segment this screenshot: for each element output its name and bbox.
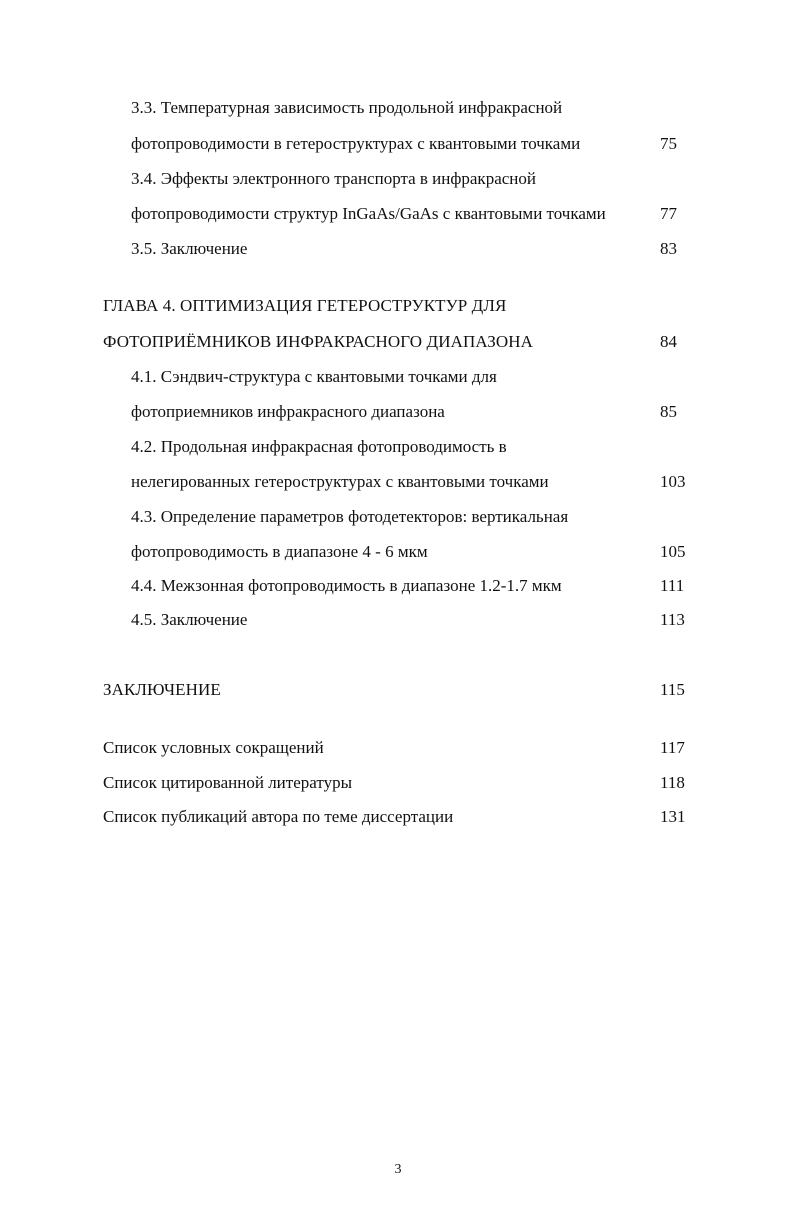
toc-4-2-title-line1: 4.2. Продольная инфракрасная фотопроводимость в: [131, 437, 507, 456]
toc-4-3-page: 105: [660, 542, 686, 561]
toc-3-5-page: 83: [660, 239, 677, 258]
toc-3-3-title-line1: 3.3. Температурная зависимость продольной инфракрасной: [131, 98, 563, 117]
toc-conclusion-title: ЗАКЛЮЧЕНИЕ: [103, 680, 221, 699]
toc-abbreviations-page: 117: [660, 738, 685, 757]
toc-4-1-page: 85: [660, 402, 677, 421]
toc-4-5-page: 113: [660, 610, 685, 629]
toc-3-3-title-line2: фотопроводимости в гетероструктурах с квантовыми точками: [131, 134, 581, 153]
toc-conclusion-page: 115: [660, 680, 685, 699]
toc-4-4-page: 111: [660, 576, 685, 595]
toc-chapter-4-title-line1: ГЛАВА 4. ОПТИМИЗАЦИЯ ГЕТЕРОСТРУКТУР ДЛЯ: [103, 296, 507, 315]
toc-publications-title: Список публикаций автора по теме диссертации: [103, 807, 454, 826]
toc-references-title: Список цитированной литературы: [103, 773, 352, 792]
toc-3-4-title-line1: 3.4. Эффекты электронного транспорта в инфракрасной: [131, 169, 536, 188]
toc-4-1-title-line2: фотоприемников инфракрасного диапазона: [131, 402, 445, 421]
toc-4-1-title-line1: 4.1. Сэндвич-структура с квантовыми точками для: [131, 367, 497, 386]
toc-3-4-page: 77: [660, 204, 677, 223]
toc-chapter-4-page: 84: [660, 332, 677, 351]
toc-3-3-page: 75: [660, 134, 677, 153]
toc-chapter-4-title-line2: ФОТОПРИЁМНИКОВ ИНФРАКРАСНОГО ДИАПАЗОНА: [103, 332, 534, 351]
toc-4-3-title-line1: 4.3. Определение параметров фотодетекторов: вертикальная: [131, 507, 569, 526]
page-number: 3: [394, 1162, 402, 1177]
toc-4-3-title-line2: фотопроводимость в диапазоне 4 - 6 мкм: [131, 542, 428, 561]
toc-3-4-title-line2: фотопроводимости структур InGaAs/GaAs с квантовыми точками: [131, 204, 606, 223]
toc-publications-page: 131: [660, 807, 686, 826]
toc-4-2-page: 103: [660, 472, 686, 491]
toc-4-4-title: 4.4. Межзонная фотопроводимость в диапазоне 1.2-1.7 мкм: [131, 576, 562, 595]
toc-3-5-title: 3.5. Заключение: [131, 239, 248, 258]
toc-references-page: 118: [660, 773, 685, 792]
toc-4-5-title: 4.5. Заключение: [131, 610, 248, 629]
toc-abbreviations-title: Список условных сокращений: [103, 738, 324, 757]
toc-4-2-title-line2: нелегированных гетероструктурах с квантовыми точками: [131, 472, 549, 491]
